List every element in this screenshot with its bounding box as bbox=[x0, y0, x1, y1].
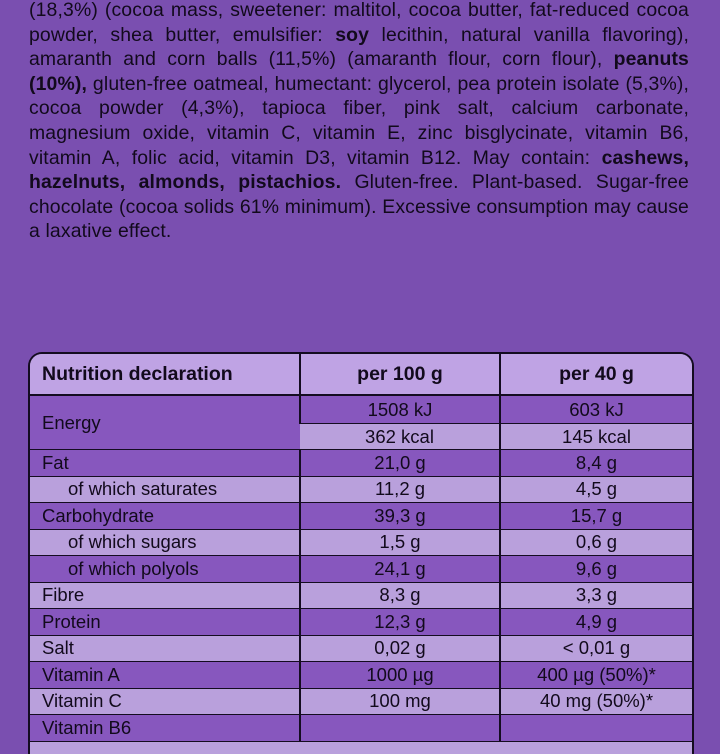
nutrition-table bbox=[28, 352, 694, 754]
table-row bbox=[30, 450, 692, 477]
row-label: Vitamin C bbox=[30, 688, 300, 715]
row-label: of which polyols bbox=[30, 556, 300, 583]
table-row bbox=[30, 662, 692, 689]
allergen-nuts: cashews, hazelnuts, almonds, pistachios. bbox=[29, 146, 689, 194]
value-per-40g bbox=[500, 715, 692, 742]
value-per-100g: 39,3 g bbox=[300, 503, 500, 530]
table-row bbox=[30, 715, 692, 742]
value-per-100g: 0,02 g bbox=[300, 635, 500, 662]
value-per-100g: 8,3 g bbox=[300, 582, 500, 609]
value-per-100g: 1000 µg bbox=[300, 662, 500, 689]
row-label: Vitamin B6 bbox=[30, 715, 300, 742]
table-row bbox=[30, 529, 692, 556]
value-per-100g: 100 mg bbox=[300, 688, 500, 715]
row-label: Fibre bbox=[30, 582, 300, 609]
value-per-40g: 40 mg (50%)* bbox=[500, 688, 692, 715]
value-per-100g bbox=[300, 715, 500, 742]
table-row bbox=[30, 503, 692, 530]
table-row bbox=[30, 635, 692, 662]
value-per-40g: 9,6 g bbox=[500, 556, 692, 583]
row-label: of which sugars bbox=[30, 529, 300, 556]
row-label: Vitamin A bbox=[30, 662, 300, 689]
row-label: Protein bbox=[30, 609, 300, 636]
value-per-40g: 15,7 g bbox=[500, 503, 692, 530]
energy-kcal-100g: 362 kcal bbox=[300, 424, 500, 450]
value-per-40g: 3,3 g bbox=[500, 582, 692, 609]
allergen-soy: soy bbox=[335, 23, 370, 46]
header-per-100g: per 100 g bbox=[300, 354, 500, 395]
header-nutrition-declaration: Nutrition declaration bbox=[30, 354, 300, 395]
value-per-100g: 12,3 g bbox=[300, 609, 500, 636]
value-per-40g: 4,5 g bbox=[500, 476, 692, 503]
table-row-energy-kj bbox=[30, 395, 692, 424]
value-per-100g: 1,5 g bbox=[300, 529, 500, 556]
table-row bbox=[30, 582, 692, 609]
energy-label: Energy bbox=[30, 395, 300, 450]
energy-kcal-40g: 145 kcal bbox=[500, 424, 692, 450]
table-row bbox=[30, 476, 692, 503]
header-per-40g: per 40 g bbox=[500, 354, 692, 395]
table-row bbox=[30, 556, 692, 583]
row-label: of which saturates bbox=[30, 476, 300, 503]
value-per-40g: 4,9 g bbox=[500, 609, 692, 636]
row-label: Salt bbox=[30, 635, 300, 662]
value-per-40g: < 0,01 g bbox=[500, 635, 692, 662]
table-header-row bbox=[30, 354, 692, 395]
ingredients-part: lecithin, natural vanilla flavoring), amaranth and corn balls (11,5%) (amaranth flour, corn flour), bbox=[29, 23, 689, 71]
value-per-40g: 8,4 g bbox=[500, 450, 692, 477]
energy-kj-40g: 603 kJ bbox=[500, 395, 692, 424]
allergen-peanuts: peanuts (10%), bbox=[29, 48, 689, 95]
table-row bbox=[30, 609, 692, 636]
ingredients-part: (18,3%) (cocoa mass, sweetener: maltitol, cocoa butter, fat-reduced cocoa powder, shea butter, emulsifier: bbox=[29, 0, 689, 46]
row-label: Fat bbox=[30, 450, 300, 477]
ingredients-text bbox=[29, 0, 689, 244]
table-row bbox=[30, 688, 692, 715]
value-per-40g: 0,6 g bbox=[500, 529, 692, 556]
energy-kj-100g: 1508 kJ bbox=[300, 395, 500, 424]
ingredients-part: Gluten-free. Plant-based. Sugar-free chocolate (cocoa solids 61% minimum). Excessive consumption may cause a laxative effect. bbox=[29, 171, 689, 243]
value-per-40g: 400 µg (50%)* bbox=[500, 662, 692, 689]
value-per-100g: 21,0 g bbox=[300, 450, 500, 477]
value-per-100g: 11,2 g bbox=[300, 476, 500, 503]
ingredients-part: gluten-free oatmeal, humectant: glycerol, pea protein isolate (5,3%), cocoa powder (4,3%), tapioca fiber, pink salt, calcium carbonate, magnesium oxide, vitamin C, vitamin E, zinc bisglycinate, vitamin B6, vitamin A, folic acid, vitamin D3, vitamin B12. May contain: bbox=[29, 72, 689, 169]
row-label: Carbohydrate bbox=[30, 503, 300, 530]
value-per-100g: 24,1 g bbox=[300, 556, 500, 583]
